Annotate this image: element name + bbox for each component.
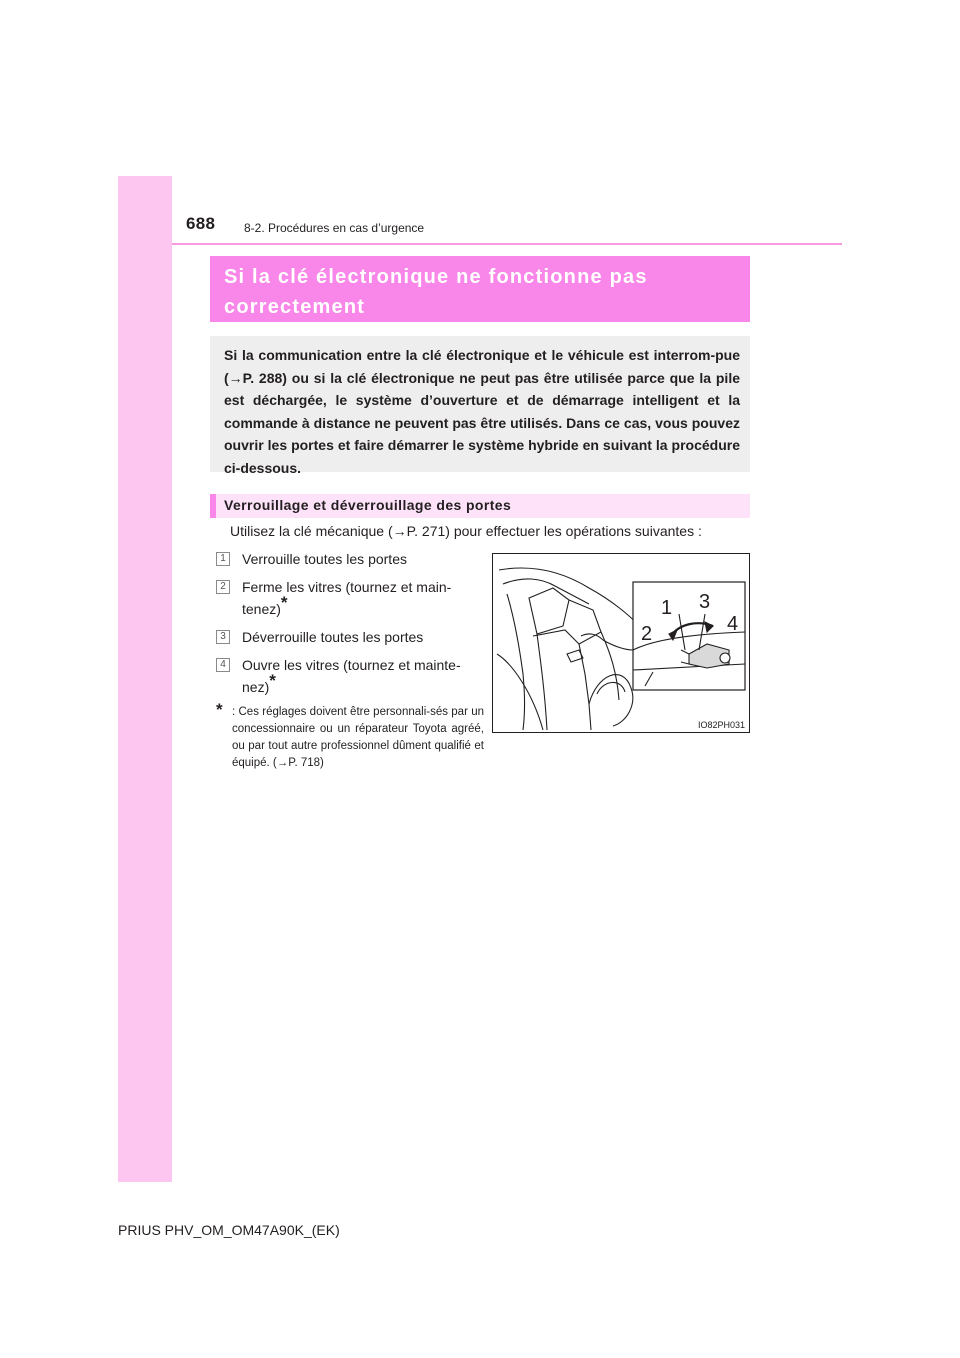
step-list — [216, 548, 488, 698]
step-text-2: Ferme les vitres (tournez et main-tenez) — [242, 579, 452, 617]
figure-code: IO82PH031 — [697, 720, 745, 730]
asterisk-mark: * — [269, 671, 276, 690]
step-number-2: 2 — [216, 580, 230, 594]
callout-3: 3 — [699, 591, 711, 613]
page-title-box — [210, 256, 750, 322]
list-item — [216, 626, 488, 648]
header-divider — [172, 243, 842, 245]
step-text-3: Déverrouille toutes les portes — [242, 629, 424, 645]
footer-doc-code: PRIUS PHV_OM_OM47A90K_(EK) — [118, 1222, 340, 1238]
car-door-drawing — [493, 554, 749, 732]
list-item — [216, 576, 488, 620]
page-title — [224, 262, 736, 322]
callout-2: 2 — [641, 623, 653, 645]
section-lead: Utilisez la clé mécanique (→P. 271) pour effectuer les opérations suivantes : — [230, 523, 702, 539]
page-title-line-2: correctement — [224, 296, 366, 318]
callout-4: 4 — [727, 613, 739, 635]
page-title-line-1: Si la clé électronique ne fonctionne pas — [224, 266, 648, 288]
step-text-4: Ouvre les vitres (tournez et mainte-nez) — [242, 657, 461, 695]
section-accent — [210, 494, 216, 518]
breadcrumb: 8-2. Procédures en cas d’urgence — [244, 221, 425, 235]
intro-text: Si la communication entre la clé électronique et le véhicule est interrom-pue (→P. 288) ou si la clé électronique ne peut pas être utilisée parce que la pile est déchargée, le système d’ouverture et de démarrage intelligent et la commande à distance ne peuvent pas être utilisés. Dans ce cas, vous pouvez ouvrir les portes et faire démarrer le système hybride en suivant la procédure ci-dessous. — [224, 347, 740, 476]
section-header — [210, 494, 750, 518]
chapter-sidebar-tab — [118, 176, 172, 1182]
footnote-mark: * — [216, 700, 223, 719]
section-title: Verrouillage et déverrouillage des portes — [224, 497, 512, 513]
page-number: 688 — [186, 214, 216, 233]
step-number-4: 4 — [216, 658, 230, 672]
footnote — [216, 700, 484, 772]
car-door-key-illustration — [492, 553, 750, 733]
callout-1: 1 — [661, 597, 673, 619]
step-number-3: 3 — [216, 630, 230, 644]
step-text-1: Verrouille toutes les portes — [242, 551, 407, 567]
step-number-1: 1 — [216, 552, 230, 566]
intro-box — [210, 336, 750, 476]
asterisk-mark: * — [280, 593, 288, 612]
list-item — [216, 654, 488, 698]
footnote-text: : Ces réglages doivent être personnali-sés par un concessionnaire ou un réparateur Toyota agréé, ou par tout autre professionnel dûment qualifié et équipé. (→P. 718) — [232, 706, 484, 769]
list-item — [216, 548, 488, 570]
